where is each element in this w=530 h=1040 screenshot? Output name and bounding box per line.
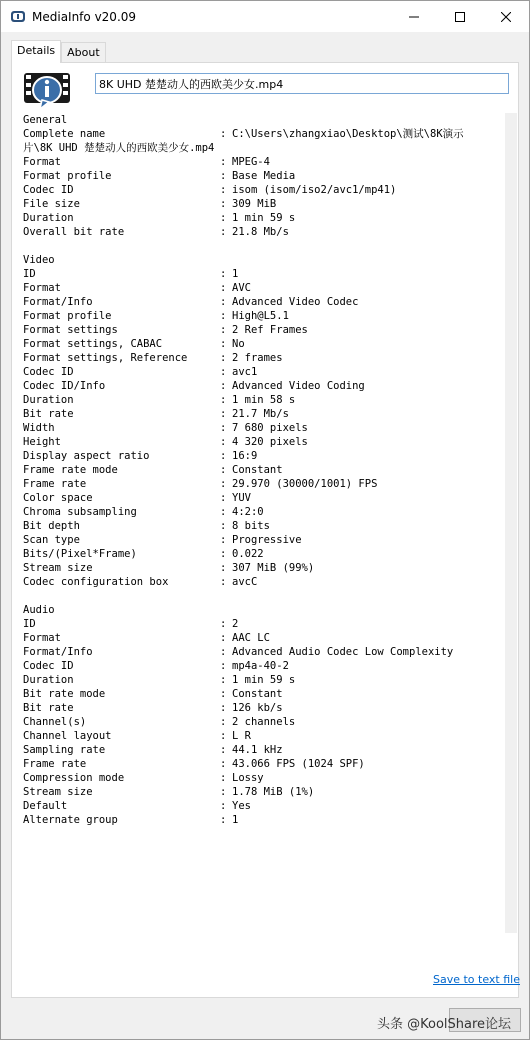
info-row: Scan type : Progressive (23, 533, 503, 547)
info-key: Format (23, 282, 61, 294)
info-value: 2 frames (232, 352, 283, 364)
info-value: YUV (232, 492, 251, 504)
info-key: Default (23, 800, 68, 812)
info-key: Display aspect ratio (23, 450, 150, 462)
info-row: Bit rate : 21.7 Mb/s (23, 407, 503, 421)
info-key: ID (23, 268, 36, 280)
info-value: L R (232, 730, 251, 742)
info-row: Alternate group : 1 (23, 813, 503, 827)
maximize-button[interactable] (437, 1, 483, 32)
info-key: Frame rate (23, 758, 87, 770)
minimize-icon (409, 12, 419, 22)
info-key: Compression mode (23, 772, 125, 784)
info-row: Format : MPEG-4 (23, 155, 503, 169)
info-value: C:\Users\zhangxiao\Desktop\测试\8K演示 (232, 128, 464, 140)
info-row: Duration : 1 min 59 s (23, 673, 503, 687)
info-row: Frame rate mode : Constant (23, 463, 503, 477)
info-key: Scan type (23, 534, 80, 546)
info-value: Advanced Video Codec (232, 296, 359, 308)
info-key: Duration (23, 394, 74, 406)
close-icon (501, 12, 511, 22)
info-key: Frame rate (23, 478, 87, 490)
info-value: Progressive (232, 534, 302, 546)
tab-strip (11, 40, 106, 62)
title-bar[interactable] (1, 1, 529, 32)
info-key: Width (23, 422, 55, 434)
info-row: Format : AVC (23, 281, 503, 295)
info-row: Format settings, CABAC : No (23, 337, 503, 351)
info-value: 2 (232, 618, 239, 630)
info-key: Format settings (23, 324, 118, 336)
media-info-text[interactable] (23, 113, 503, 933)
info-value: avc1 (232, 366, 258, 378)
info-value: 1 min 59 s (232, 674, 296, 686)
info-key: Channel layout (23, 730, 112, 742)
minimize-button[interactable] (391, 1, 437, 32)
info-value: 29.970 (30000/1001) FPS (232, 478, 378, 490)
info-key: Bit rate (23, 702, 74, 714)
info-value: No (232, 338, 245, 350)
info-key: Format profile (23, 170, 112, 182)
info-value: 0.022 (232, 548, 264, 560)
info-row: Format : AAC LC (23, 631, 503, 645)
info-value-continued: 片\8K UHD 楚楚动人的西欧美少女.mp4 (23, 142, 215, 154)
info-row: Compression mode : Lossy (23, 771, 503, 785)
info-value: 126 kb/s (232, 702, 283, 714)
info-value: Base Media (232, 170, 296, 182)
info-key: Stream size (23, 786, 93, 798)
info-row: Format profile : Base Media (23, 169, 503, 183)
info-value: 21.8 Mb/s (232, 226, 289, 238)
info-key: Stream size (23, 562, 93, 574)
info-row: Duration : 1 min 58 s (23, 393, 503, 407)
info-key: Overall bit rate (23, 226, 125, 238)
info-row: Sampling rate : 44.1 kHz (23, 743, 503, 757)
info-row: Complete name : C:\Users\zhangxiao\Desktop\测试\8K演示 (23, 127, 503, 141)
info-value: 1 (232, 814, 239, 826)
info-row: Bit depth : 8 bits (23, 519, 503, 533)
info-value: 309 MiB (232, 198, 277, 210)
tab-details[interactable]: Details (11, 40, 61, 63)
info-row: Codec ID : mp4a-40-2 (23, 659, 503, 673)
info-row: Frame rate : 29.970 (30000/1001) FPS (23, 477, 503, 491)
info-row: Stream size : 1.78 MiB (1%) (23, 785, 503, 799)
info-row: File size : 309 MiB (23, 197, 503, 211)
info-key: Chroma subsampling (23, 506, 137, 518)
info-value: 1.78 MiB (1%) (232, 786, 315, 798)
info-value: Constant (232, 688, 283, 700)
info-value: 21.7 Mb/s (232, 408, 289, 420)
info-key: Format (23, 156, 61, 168)
info-value: mp4a-40-2 (232, 660, 289, 672)
info-value: MPEG-4 (232, 156, 270, 168)
info-value: 2 Ref Frames (232, 324, 308, 336)
section-video-title: Video (23, 254, 55, 266)
info-row: Format settings, Reference : 2 frames (23, 351, 503, 365)
info-key: Frame rate mode (23, 464, 118, 476)
info-row: Height : 4 320 pixels (23, 435, 503, 449)
info-key: Format settings, CABAC (23, 338, 163, 350)
tab-about[interactable]: About (61, 42, 106, 62)
watermark-text: 头条 @KoolShare论坛 (377, 1017, 512, 1032)
info-value: Advanced Audio Codec Low Complexity (232, 646, 454, 658)
info-row: Format profile : High@L5.1 (23, 309, 503, 323)
info-row: Width : 7 680 pixels (23, 421, 503, 435)
details-panel (11, 62, 519, 998)
maximize-icon (455, 12, 465, 22)
info-row: Codec ID : isom (isom/iso2/avc1/mp41) (23, 183, 503, 197)
info-row: Format settings : 2 Ref Frames (23, 323, 503, 337)
info-value: 4:2:0 (232, 506, 264, 518)
info-row: ID : 1 (23, 267, 503, 281)
info-row: Frame rate : 43.066 FPS (1024 SPF) (23, 757, 503, 771)
info-value: 8 bits (232, 520, 270, 532)
info-key: Format/Info (23, 646, 93, 658)
save-to-text-file-link[interactable]: Save to text file (433, 973, 520, 986)
info-value: High@L5.1 (232, 310, 289, 322)
info-value: 16:9 (232, 450, 258, 462)
info-value: Lossy (232, 772, 264, 784)
info-key: Color space (23, 492, 93, 504)
info-value: 43.066 FPS (1024 SPF) (232, 758, 365, 770)
info-key: ID (23, 618, 36, 630)
file-name-field[interactable]: 8K UHD 楚楚动人的西欧美少女.mp4 (95, 73, 509, 94)
info-key: File size (23, 198, 80, 210)
info-value: avcC (232, 576, 258, 588)
info-key: Format profile (23, 310, 112, 322)
info-value: 1 min 59 s (232, 212, 296, 224)
info-key: Sampling rate (23, 744, 106, 756)
info-value: Constant (232, 464, 283, 476)
info-key: Format (23, 632, 61, 644)
info-key: Channel(s) (23, 716, 87, 728)
info-value: Advanced Video Coding (232, 380, 365, 392)
vertical-scrollbar[interactable] (505, 113, 517, 933)
info-value: 4 320 pixels (232, 436, 308, 448)
info-key: Height (23, 436, 61, 448)
info-key: Codec ID (23, 184, 74, 196)
info-key: Codec ID (23, 660, 74, 672)
info-row: Channel layout : L R (23, 729, 503, 743)
info-row: Chroma subsampling : 4:2:0 (23, 505, 503, 519)
info-key: Alternate group (23, 814, 118, 826)
info-key: Duration (23, 212, 74, 224)
info-value: Yes (232, 800, 251, 812)
info-value: isom (isom/iso2/avc1/mp41) (232, 184, 397, 196)
section-audio-title: Audio (23, 604, 55, 616)
info-row: Format/Info : Advanced Video Codec (23, 295, 503, 309)
info-row: Default : Yes (23, 799, 503, 813)
info-row: Stream size : 307 MiB (99%) (23, 561, 503, 575)
info-value: 307 MiB (99%) (232, 562, 315, 574)
info-row: Codec configuration box : avcC (23, 575, 503, 589)
info-row: Format/Info : Advanced Audio Codec Low Complexity (23, 645, 503, 659)
info-key: Complete name (23, 128, 106, 140)
info-row: Duration : 1 min 59 s (23, 211, 503, 225)
info-row: Codec ID : avc1 (23, 365, 503, 379)
info-key: Format settings, Reference (23, 352, 188, 364)
info-key: Codec ID (23, 366, 74, 378)
info-value: AAC LC (232, 632, 270, 644)
info-key: Codec ID/Info (23, 380, 106, 392)
info-row: Overall bit rate : 21.8 Mb/s (23, 225, 503, 239)
section-general-title: General (23, 114, 68, 126)
info-value: 1 (232, 268, 239, 280)
info-row: Display aspect ratio : 16:9 (23, 449, 503, 463)
info-key: Codec configuration box (23, 576, 169, 588)
app-icon (10, 9, 26, 25)
info-key: Bits/(Pixel*Frame) (23, 548, 137, 560)
info-value: 7 680 pixels (232, 422, 308, 434)
info-value: 2 channels (232, 716, 296, 728)
info-key: Bit rate mode (23, 688, 106, 700)
info-value: 1 min 58 s (232, 394, 296, 406)
info-value: 44.1 kHz (232, 744, 283, 756)
info-value: AVC (232, 282, 251, 294)
close-button[interactable] (483, 1, 529, 32)
info-row: ID : 2 (23, 617, 503, 631)
info-row: Bits/(Pixel*Frame) : 0.022 (23, 547, 503, 561)
info-row: Bit rate mode : Constant (23, 687, 503, 701)
info-film-icon (22, 71, 72, 111)
info-key: Format/Info (23, 296, 93, 308)
info-key: Duration (23, 674, 74, 686)
info-key: Bit depth (23, 520, 80, 532)
info-row: Color space : YUV (23, 491, 503, 505)
info-row: Bit rate : 126 kb/s (23, 701, 503, 715)
info-row: Codec ID/Info : Advanced Video Coding (23, 379, 503, 393)
info-key: Bit rate (23, 408, 74, 420)
window-title: MediaInfo v20.09 (32, 9, 137, 24)
info-row: Channel(s) : 2 channels (23, 715, 503, 729)
